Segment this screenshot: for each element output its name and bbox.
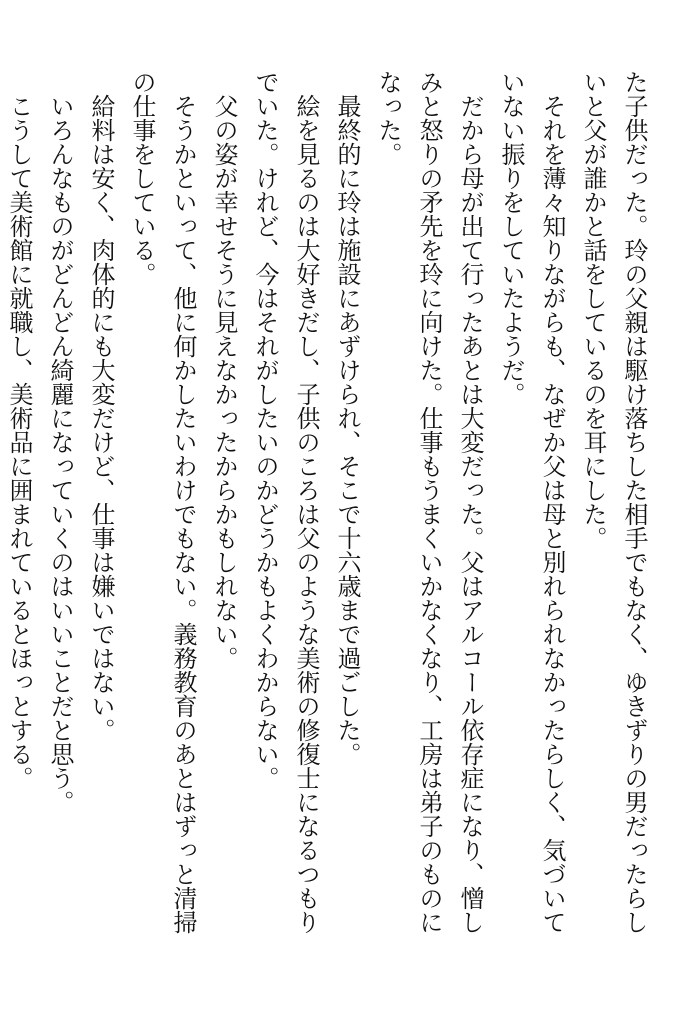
paragraph-8: 給料は安く、肉体的にも大変だけど、仕事は嫌いではない。	[87, 94, 115, 742]
paragraph-5: 絵を見るのは大好きだし、子供のころは父のような美術の修復士になるつもりでいた。けれど、今はそれがしたいのかどうかもよくわからない。	[251, 70, 320, 934]
paragraph-1: た子供だった。玲の父親は駆け落ちした相手でもなく、ゆきずりの男だったらしいと父が誰かと話をしているのを耳にした。	[579, 70, 648, 934]
paragraph-4: 最終的に玲は施設にあずけられ、そこで十六歳まで過ごした。	[333, 94, 361, 766]
paragraph-9: いろんなものがどんどん綺麗になっていくのはいいことだと思う。	[46, 94, 74, 814]
paragraph-2: それを薄々知りながらも、なぜか父は母と別れられなかったらしく、気づいていない振りをしていたようだ。	[497, 70, 566, 934]
paragraph-10: こうして美術館に就職し、美術品に囲まれているとほっとする。	[5, 94, 33, 790]
paragraph-6: 父の姿が幸せそうに見えなかったからかもしれない。	[210, 94, 238, 670]
paragraph-3: だから母が出て行ったあとは大変だった。父はアルコール依存症になり、憎しみと怒りの矛先を玲に向けた。仕事もうまくいかなくなり、工房は弟子のものになった。	[374, 70, 484, 934]
vertical-text-body	[0, 70, 654, 950]
paragraph-7: そうかといって、他に何かしたいわけでもない。義務教育のあとはずっと清掃の仕事をしている。	[128, 70, 197, 934]
